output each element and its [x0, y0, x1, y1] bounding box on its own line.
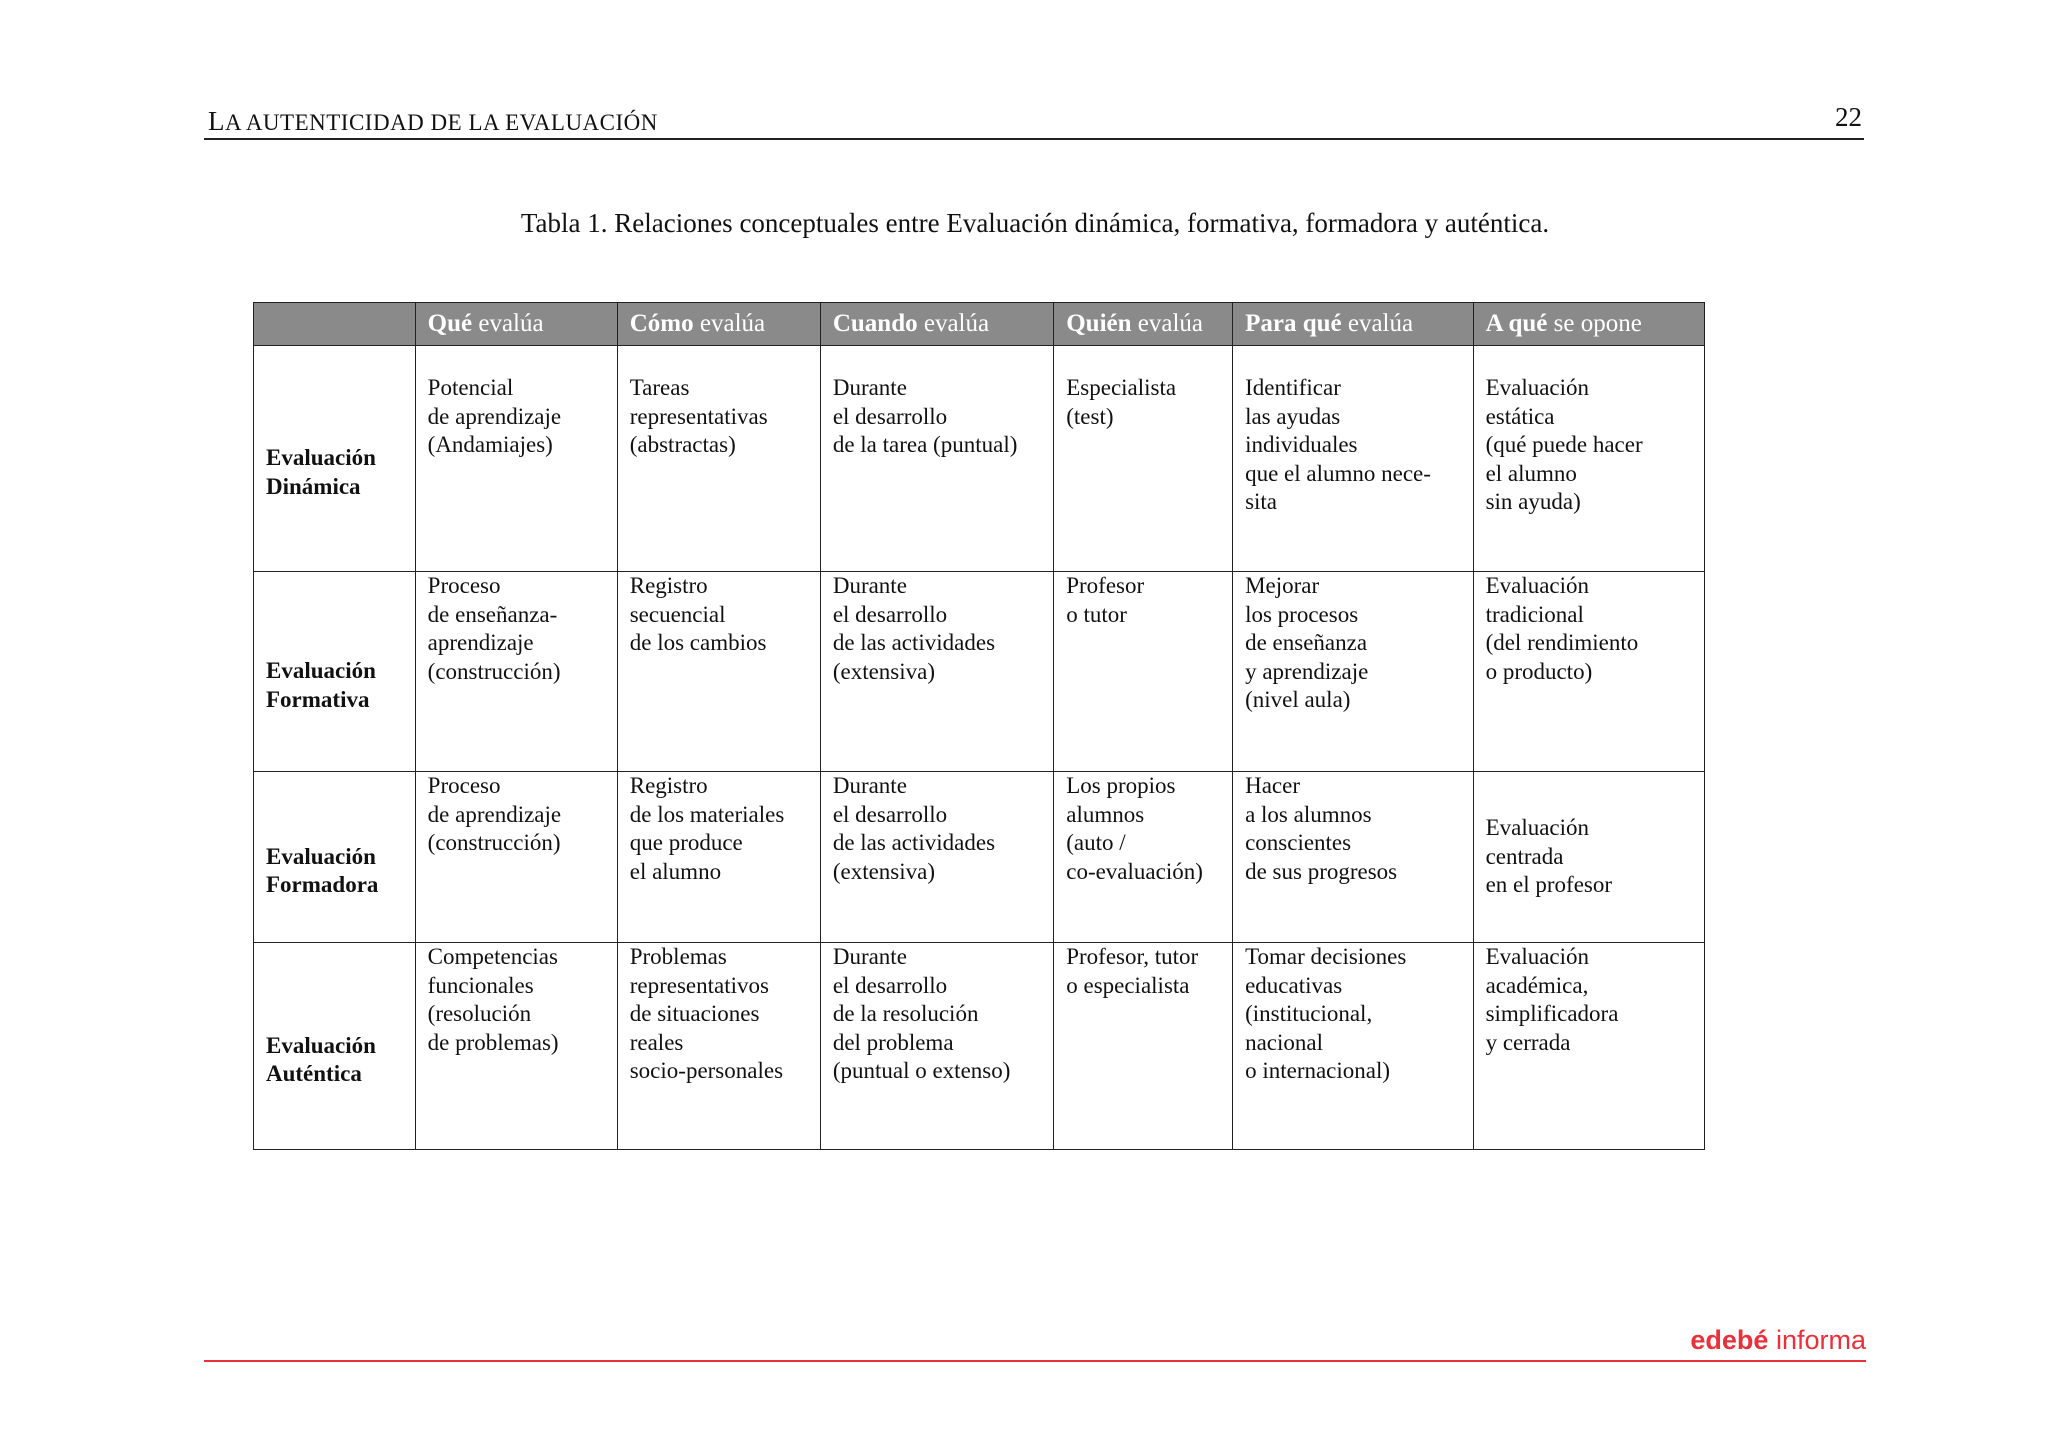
cell-line: socio-personales: [629, 1058, 784, 1083]
title-initial: L: [208, 106, 225, 136]
table-cell: [1473, 572, 1704, 772]
table-row: [254, 572, 1705, 772]
cell-line: Tareas: [629, 375, 690, 400]
table-cell: [617, 572, 820, 772]
cell-line: el alumno: [1485, 460, 1577, 486]
table-cell: [1233, 943, 1473, 1150]
cell-line: Identificar: [1245, 375, 1341, 400]
cell-line: de los materiales: [629, 801, 785, 827]
cell-line: Durante: [832, 375, 907, 400]
cell-line: (extensiva): [832, 858, 936, 884]
cell-line: Evaluación: [1485, 944, 1590, 969]
cell-line: Durante: [832, 944, 907, 969]
cell-line: sin ayuda): [1485, 489, 1581, 514]
cell-line: (construcción): [427, 830, 561, 855]
table-cell: [617, 346, 820, 572]
table-header-row: [254, 303, 1705, 346]
cell-line: (institucional,: [1245, 1001, 1373, 1026]
table-cell: [415, 346, 617, 572]
cell-line: o tutor: [1066, 601, 1127, 627]
cell-line: Proceso: [427, 773, 501, 798]
table-row: [254, 943, 1705, 1150]
cell-line: nacional: [1245, 1029, 1323, 1055]
cell-line: Durante: [832, 573, 907, 598]
cell-line: el desarrollo: [832, 403, 948, 429]
table-cell: [1233, 772, 1473, 943]
cell-line: el desarrollo: [832, 601, 948, 627]
table-cell: [415, 772, 617, 943]
cell-line: (construcción): [427, 658, 561, 684]
row-header-line: Evaluación: [266, 843, 376, 869]
cell-line: tradicional: [1485, 601, 1584, 627]
row-header-line: Evaluación: [266, 658, 376, 683]
cell-line: aprendizaje: [427, 630, 534, 655]
cell-line: funcionales: [427, 972, 534, 998]
cell-line: Mejorar: [1245, 573, 1320, 598]
footer-rule: [204, 1360, 1866, 1362]
cell-line: sita: [1245, 489, 1278, 514]
cell-line: que produce: [629, 830, 743, 855]
cell-line: individuales: [1245, 432, 1358, 457]
cell-line: (abstractas): [629, 432, 736, 457]
table-cell: [820, 572, 1053, 772]
cell-line: o especialista: [1066, 972, 1190, 998]
cell-line: o producto): [1485, 658, 1593, 684]
cell-line: representativos: [629, 972, 769, 998]
table-cell: [1054, 572, 1233, 772]
cell-line: alumnos: [1066, 801, 1145, 827]
cell-line: el alumno: [629, 858, 722, 884]
cell-line: (auto /: [1066, 830, 1126, 855]
row-header-line: Formadora: [266, 872, 379, 897]
cell-line: (qué puede hacer: [1485, 432, 1643, 457]
row-header-line: Evaluación: [266, 1032, 376, 1058]
cell-line: de enseñanza: [1245, 630, 1368, 655]
cell-line: a los alumnos: [1245, 801, 1372, 827]
page-header: [204, 100, 1864, 140]
cell-line: Potencial: [427, 375, 514, 400]
table-cell: [1054, 772, 1233, 943]
header-cell-quien: Quién evalúa: [1054, 303, 1233, 346]
cell-line: Tomar decisiones: [1245, 944, 1407, 969]
table-cell: [1473, 346, 1704, 572]
cell-line: co-evaluación): [1066, 858, 1203, 884]
cell-line: Proceso: [427, 573, 501, 598]
cell-line: de sus progresos: [1245, 858, 1398, 884]
cell-line: el desarrollo: [832, 801, 948, 827]
row-header-line: Auténtica: [266, 1061, 362, 1086]
concept-table: [253, 302, 1705, 1150]
cell-line: Evaluación: [1485, 573, 1590, 598]
table-cell: [1473, 772, 1704, 943]
table-cell: [1233, 572, 1473, 772]
cell-line: Evaluación: [1485, 815, 1590, 841]
table-cell: [1054, 943, 1233, 1150]
cell-line: de las actividades: [832, 830, 996, 855]
cell-line: simplificadora: [1485, 1001, 1619, 1026]
table-caption: Tabla 1. Relaciones conceptuales entre Evaluación dinámica, formativa, formadora y auténtica.: [520, 208, 1550, 238]
cell-line: (resolución: [427, 1001, 532, 1026]
header-cell-empty: [254, 303, 416, 346]
cell-line: que el alumno nece-: [1245, 460, 1431, 486]
cell-line: Profesor: [1066, 573, 1145, 598]
cell-line: Evaluación: [1485, 375, 1590, 400]
cell-line: Los propios: [1066, 773, 1176, 798]
cell-line: los procesos: [1245, 601, 1359, 627]
cell-line: Registro: [629, 773, 708, 798]
cell-line: (test): [1066, 403, 1114, 429]
brand-logo: [1690, 1325, 1866, 1356]
cell-line: (extensiva): [832, 658, 936, 684]
cell-line: Durante: [832, 773, 907, 798]
cell-line: de los cambios: [629, 630, 767, 655]
brand-suffix: informa: [1768, 1325, 1866, 1355]
cell-line: de la resolución: [832, 1001, 979, 1026]
table-cell: [1233, 346, 1473, 572]
table-cell: [820, 346, 1053, 572]
cell-line: educativas: [1245, 972, 1343, 998]
cell-line: secuencial: [629, 601, 726, 627]
cell-line: de la tarea (puntual): [832, 432, 1018, 457]
cell-line: (del rendimiento: [1485, 630, 1639, 655]
table-cell: [415, 572, 617, 772]
cell-line: Problemas: [629, 944, 727, 969]
cell-line: o internacional): [1245, 1058, 1391, 1083]
table-cell: [1473, 943, 1704, 1150]
row-header-cell: [254, 772, 416, 943]
cell-line: en el profesor: [1485, 872, 1613, 898]
row-header-cell: [254, 572, 416, 772]
cell-line: representativas: [629, 403, 768, 429]
cell-line: conscientes: [1245, 830, 1352, 855]
row-header-line: Evaluación: [266, 445, 376, 470]
cell-line: académica,: [1485, 972, 1589, 998]
header-cell-para-que: Para qué evalúa: [1233, 303, 1473, 346]
cell-line: el desarrollo: [832, 972, 948, 998]
cell-line: Especialista: [1066, 375, 1177, 400]
cell-line: Registro: [629, 573, 708, 598]
table-row: [254, 772, 1705, 943]
cell-line: Hacer: [1245, 773, 1300, 798]
cell-line: (puntual o extenso): [832, 1058, 1011, 1083]
row-header-line: Dinámica: [266, 473, 361, 499]
cell-line: y cerrada: [1485, 1029, 1571, 1055]
cell-line: (nivel aula): [1245, 687, 1351, 712]
cell-line: estática: [1485, 403, 1555, 429]
cell-line: Competencias: [427, 944, 558, 969]
cell-line: las ayudas: [1245, 403, 1341, 429]
table-cell: [617, 772, 820, 943]
brand-name: edebé: [1690, 1325, 1769, 1355]
table-cell: [415, 943, 617, 1150]
header-cell-que: Qué evalúa: [415, 303, 617, 346]
title-rest: A AUTENTICIDAD DE LA EVALUACIÓN: [225, 110, 658, 135]
document-title: [208, 106, 658, 137]
row-header-cell: [254, 943, 416, 1150]
cell-line: de aprendizaje: [427, 403, 562, 429]
row-header-cell: [254, 346, 416, 572]
row-header-line: Formativa: [266, 686, 370, 712]
table-cell: [820, 943, 1053, 1150]
cell-line: de problemas): [427, 1029, 559, 1055]
table-row: [254, 346, 1705, 572]
cell-line: centrada: [1485, 843, 1564, 869]
cell-line: y aprendizaje: [1245, 658, 1369, 684]
cell-line: (Andamiajes): [427, 432, 553, 457]
table-cell: [617, 943, 820, 1150]
table-cell: [820, 772, 1053, 943]
cell-line: Profesor, tutor: [1066, 944, 1199, 969]
header-cell-cuando: Cuando evalúa: [820, 303, 1053, 346]
header-cell-como: Cómo evalúa: [617, 303, 820, 346]
cell-line: de las actividades: [832, 630, 996, 655]
table-cell: [1054, 346, 1233, 572]
header-cell-a-que: A qué se opone: [1473, 303, 1704, 346]
cell-line: del problema: [832, 1029, 954, 1055]
cell-line: de situaciones: [629, 1001, 760, 1026]
page-number: 22: [1835, 102, 1862, 132]
cell-line: reales: [629, 1029, 684, 1055]
cell-line: de aprendizaje: [427, 801, 562, 827]
cell-line: de enseñanza-: [427, 601, 558, 627]
